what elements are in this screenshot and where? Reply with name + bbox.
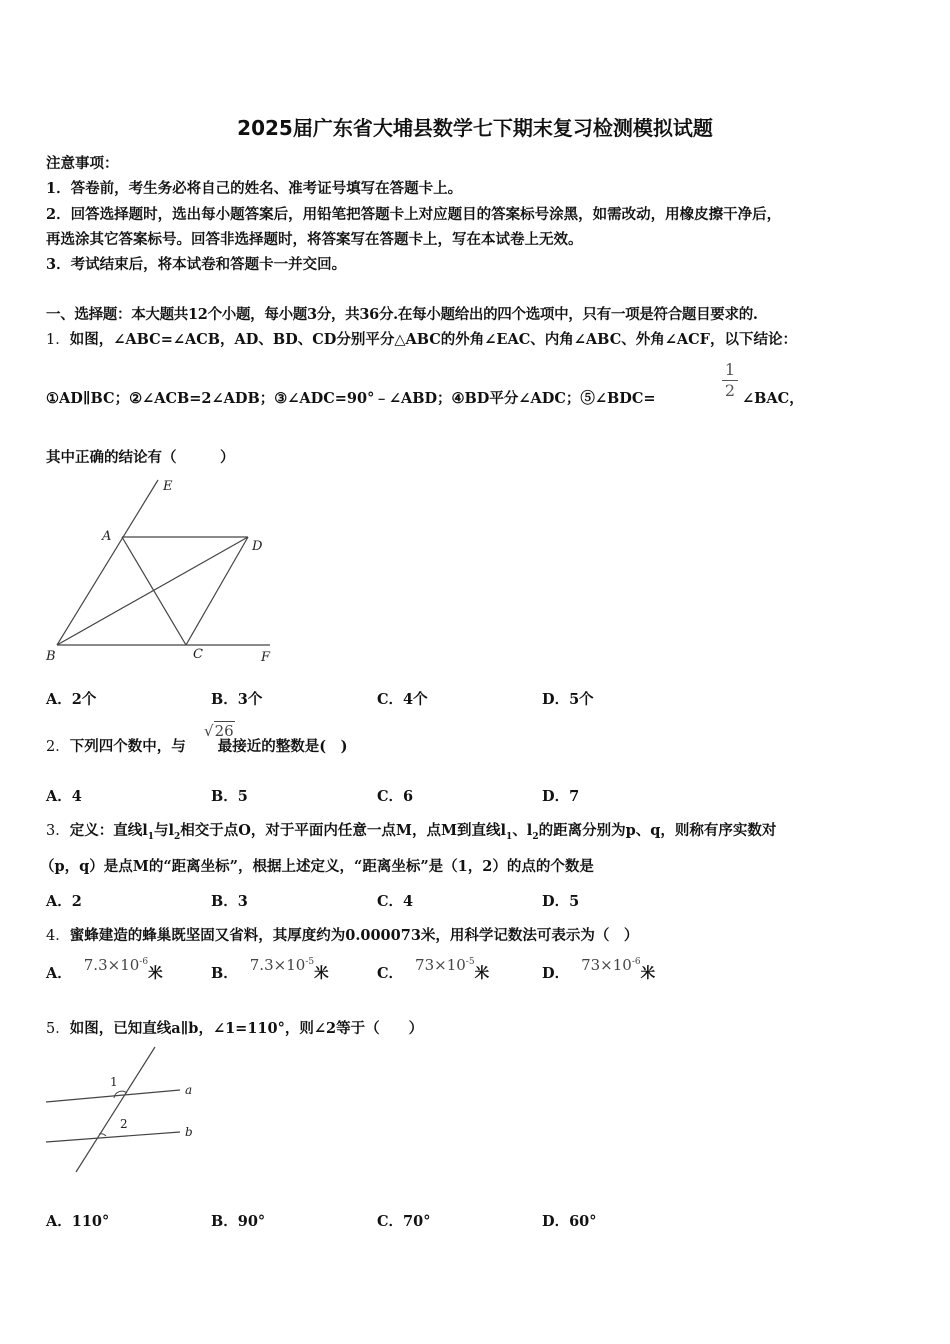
sci-exponent: -6 <box>139 957 149 967</box>
sci-notation <box>415 956 475 974</box>
option-d[interactable]: D．5个 <box>542 691 594 708</box>
option-a[interactable]: A．4 <box>46 788 82 805</box>
unit: 米 <box>314 965 329 982</box>
option-c[interactable]: C．4 <box>377 893 414 910</box>
option-c[interactable] <box>377 956 490 983</box>
fraction-one-half <box>722 360 738 400</box>
option-d[interactable]: D．7 <box>542 788 580 805</box>
fraction-numerator: 1 <box>724 360 736 379</box>
question-text: 蜜蜂建造的蜂巢既坚固又省料，其厚度约为0.000073米，用科学记数法可表示为（ ） <box>69 927 639 944</box>
label-d: D <box>252 539 263 554</box>
subscript: 2 <box>174 831 181 842</box>
label-a: A <box>102 529 112 544</box>
subscript: 1 <box>147 831 155 842</box>
sci-exponent: -6 <box>631 957 641 967</box>
question-2-stem <box>46 735 347 756</box>
transversal <box>76 1047 155 1172</box>
label-e: E <box>163 479 173 494</box>
label-f: F <box>261 650 271 665</box>
question-5-stem <box>46 1017 423 1038</box>
option-a[interactable]: A．110° <box>46 1213 110 1230</box>
option-b[interactable]: B．5 <box>211 788 248 805</box>
option-c[interactable]: C．6 <box>377 788 414 805</box>
option-b[interactable]: B．90° <box>211 1213 266 1230</box>
question-1-conclusions: ①AD∥BC；②∠ACB=2∠ADB；③∠ADC=90°﹣∠ABD；④BD平分∠ADC；⑤∠BDC= <box>46 390 656 407</box>
line-bd <box>57 537 248 645</box>
unit: 米 <box>474 965 490 982</box>
question-text: 下列四个数中，与 <box>69 738 186 755</box>
line-be <box>57 480 158 645</box>
question-text: 与l <box>154 822 175 839</box>
unit: 米 <box>148 965 163 982</box>
label-c: C <box>193 647 203 662</box>
question-1-tail: ∠BAC， <box>742 390 804 407</box>
option-b[interactable] <box>211 956 329 983</box>
sci-notation <box>84 956 148 974</box>
subscript: 1 <box>506 831 513 842</box>
question-number: 2． <box>46 739 70 755</box>
radicand: 26 <box>214 722 234 740</box>
option-letter: B． <box>211 965 238 982</box>
question-text: 的距离分别为p、q，则称有序实数对 <box>538 822 777 839</box>
question-1-ask: 其中正确的结论有（ ） <box>46 449 235 466</box>
notice-item: 再选涂其它答案标号。回答非选择题时，将答案写在答题卡上，写在本试卷上无效。 <box>46 231 583 248</box>
sci-notation <box>250 956 314 974</box>
option-b[interactable]: B．3 <box>211 893 248 910</box>
option-d[interactable]: D．5 <box>542 893 580 910</box>
sqrt-26 <box>204 722 235 740</box>
label-line-b: b <box>185 1125 193 1139</box>
line-cd <box>186 537 248 645</box>
label-line-a: a <box>185 1083 193 1097</box>
figure-parallel-lines <box>40 1042 210 1177</box>
option-a[interactable]: A．2个 <box>46 691 97 708</box>
label-angle-1: 1 <box>110 1075 118 1089</box>
notice-item: 1．答卷前，考生务必将自己的姓名、准考证号填写在答题卡上。 <box>46 180 463 197</box>
question-number: 4． <box>46 928 70 944</box>
option-d[interactable] <box>542 956 656 983</box>
notice-heading: 注意事项： <box>46 155 119 172</box>
question-text: 定义：直线l <box>69 822 148 839</box>
subscript: 2 <box>532 831 539 842</box>
sci-base: 7.3×10 <box>249 956 306 974</box>
fraction-denominator: 2 <box>722 380 738 400</box>
radical-sign: √ <box>204 722 214 740</box>
option-a[interactable]: A．2 <box>46 893 82 910</box>
option-letter: A． <box>46 965 72 982</box>
question-1-stem <box>46 328 797 349</box>
question-text: 、l <box>512 822 533 839</box>
sci-base: 7.3×10 <box>83 956 140 974</box>
question-number: 5． <box>46 1021 70 1037</box>
unit: 米 <box>640 965 656 982</box>
line-b <box>46 1132 180 1142</box>
question-3-line-1 <box>46 819 776 842</box>
option-c[interactable]: C．70° <box>377 1213 431 1230</box>
option-c[interactable]: C．4个 <box>377 691 428 708</box>
section-heading: 一、选择题：本大题共12个小题，每小题3分，共36分.在每小题给出的四个选项中，只有一项是符合题目要求的. <box>46 306 758 323</box>
question-text: 最接近的整数是( ) <box>217 738 348 755</box>
label-angle-2: 2 <box>120 1117 128 1131</box>
notice-item: 3．考试结束后，将本试卷和答题卡一并交回。 <box>46 256 347 273</box>
notice-item: 2．回答选择题时，选出每小题答案后，用铅笔把答题卡上对应题目的答案标号涂黑，如需改动，用橡皮擦干净后， <box>46 206 782 223</box>
sci-exponent: -5 <box>305 957 315 967</box>
option-a[interactable] <box>46 956 163 983</box>
figure-triangle-abcd <box>40 472 280 672</box>
sci-notation <box>581 956 641 974</box>
option-letter: D． <box>542 965 570 982</box>
option-d[interactable]: D．60° <box>542 1213 597 1230</box>
question-number: 1． <box>46 332 70 348</box>
page-title: 2025届广东省大埔县数学七下期末复习检测模拟试题 <box>237 116 713 140</box>
option-letter: C． <box>377 965 404 982</box>
question-text: 相交于点O，对于平面内任意一点M，点M到直线l <box>180 822 507 839</box>
line-ac <box>122 537 186 645</box>
question-4-stem <box>46 924 638 945</box>
option-b[interactable]: B．3个 <box>211 691 263 708</box>
sci-base: 73×10 <box>581 956 632 974</box>
sci-base: 73×10 <box>415 956 466 974</box>
line-a <box>46 1090 180 1102</box>
question-text: 如图，已知直线a∥b，∠1=110°，则∠2等于（ ） <box>69 1020 424 1037</box>
label-b: B <box>46 649 56 664</box>
question-text: 如图，∠ABC=∠ACB，AD、BD、CD分别平分△ABC的外角∠EAC、内角∠ABC、外角∠ACF，以下结论： <box>69 331 797 348</box>
question-number: 3． <box>46 823 70 839</box>
sci-exponent: -5 <box>465 957 475 967</box>
question-3-line-2: （p，q）是点M的“距离坐标”，根据上述定义，“距离坐标”是（1，2）的点的个数是 <box>40 858 594 875</box>
